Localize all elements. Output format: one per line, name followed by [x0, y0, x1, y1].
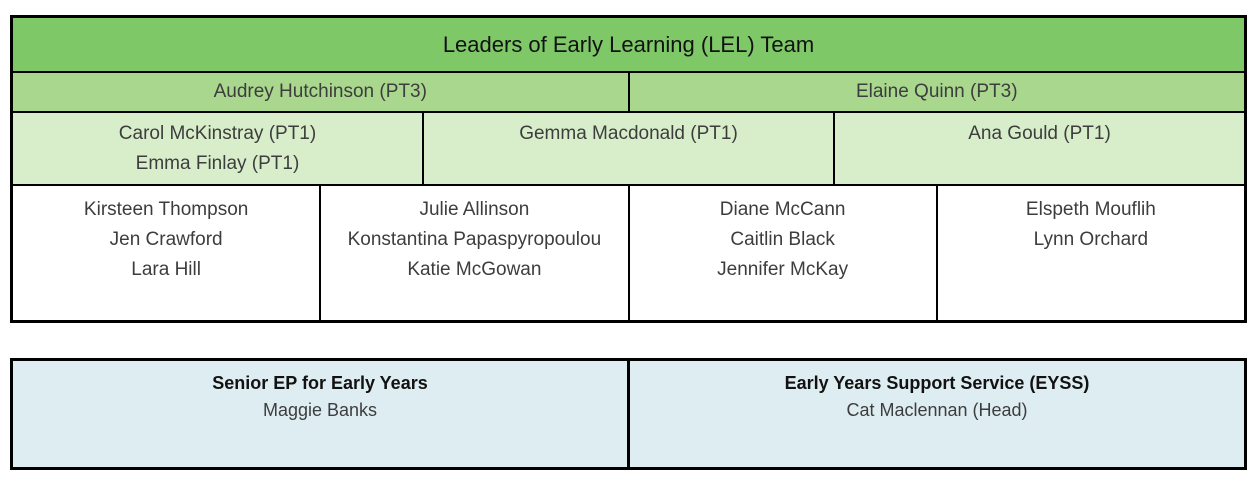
- staff-cell-2: [319, 186, 627, 320]
- senior-ep-name: Maggie Banks: [262, 400, 378, 420]
- pt3-name: Elaine Quinn (PT3): [855, 81, 1018, 102]
- pt3-cell-audrey-hutchinson: [13, 73, 628, 111]
- pt3-cell-elaine-quinn: [628, 73, 1245, 111]
- staff-cell-3: [628, 186, 936, 320]
- staff-name: Kirsteen Thompson: [83, 199, 249, 220]
- pt1-name: Carol McKinstray (PT1): [118, 123, 317, 144]
- pt1-cell-ana-gould: [833, 113, 1244, 184]
- staff-name: Caitlin Black: [730, 229, 835, 250]
- staff-name: Lara Hill: [131, 259, 201, 280]
- support-row: [13, 361, 1244, 467]
- staff-cell-1: [13, 186, 319, 320]
- senior-ep-cell: [13, 361, 627, 467]
- senior-ep-heading: Senior EP for Early Years: [212, 373, 428, 393]
- support-services-table: [10, 358, 1247, 470]
- staff-name: Diane McCann: [719, 199, 846, 220]
- pt3-row: [13, 71, 1244, 111]
- staff-name: Jennifer McKay: [717, 259, 849, 280]
- staff-name: Katie McGowan: [407, 259, 542, 280]
- staff-name: Jen Crawford: [109, 229, 223, 250]
- pt1-name: Gemma Macdonald (PT1): [519, 123, 738, 144]
- pt1-name: Ana Gould (PT1): [968, 123, 1111, 144]
- staff-name: Elspeth Mouflih: [1025, 199, 1156, 220]
- team-title-cell: [13, 18, 1244, 71]
- eyss-heading: Early Years Support Service (EYSS): [784, 373, 1090, 393]
- title-row: [13, 18, 1244, 71]
- pt1-cell-gemma-macdonald: [422, 113, 833, 184]
- pt1-row: [13, 111, 1244, 184]
- pt1-cell-mckinstray-finlay: [13, 113, 422, 184]
- lel-team-table: [10, 15, 1247, 323]
- staff-name: Lynn Orchard: [1033, 229, 1149, 250]
- pt1-name: Emma Finlay (PT1): [135, 153, 300, 174]
- pt3-name: Audrey Hutchinson (PT3): [213, 81, 427, 102]
- eyss-head-name: Cat Maclennan (Head): [846, 400, 1028, 420]
- staff-name: Julie Allinson: [419, 199, 530, 220]
- staff-name: Konstantina Papaspyropoulou: [347, 229, 602, 250]
- team-title: Leaders of Early Learning (LEL) Team: [442, 31, 815, 57]
- staff-row: [13, 184, 1244, 320]
- staff-cell-4: [936, 186, 1244, 320]
- eyss-cell: [627, 361, 1244, 467]
